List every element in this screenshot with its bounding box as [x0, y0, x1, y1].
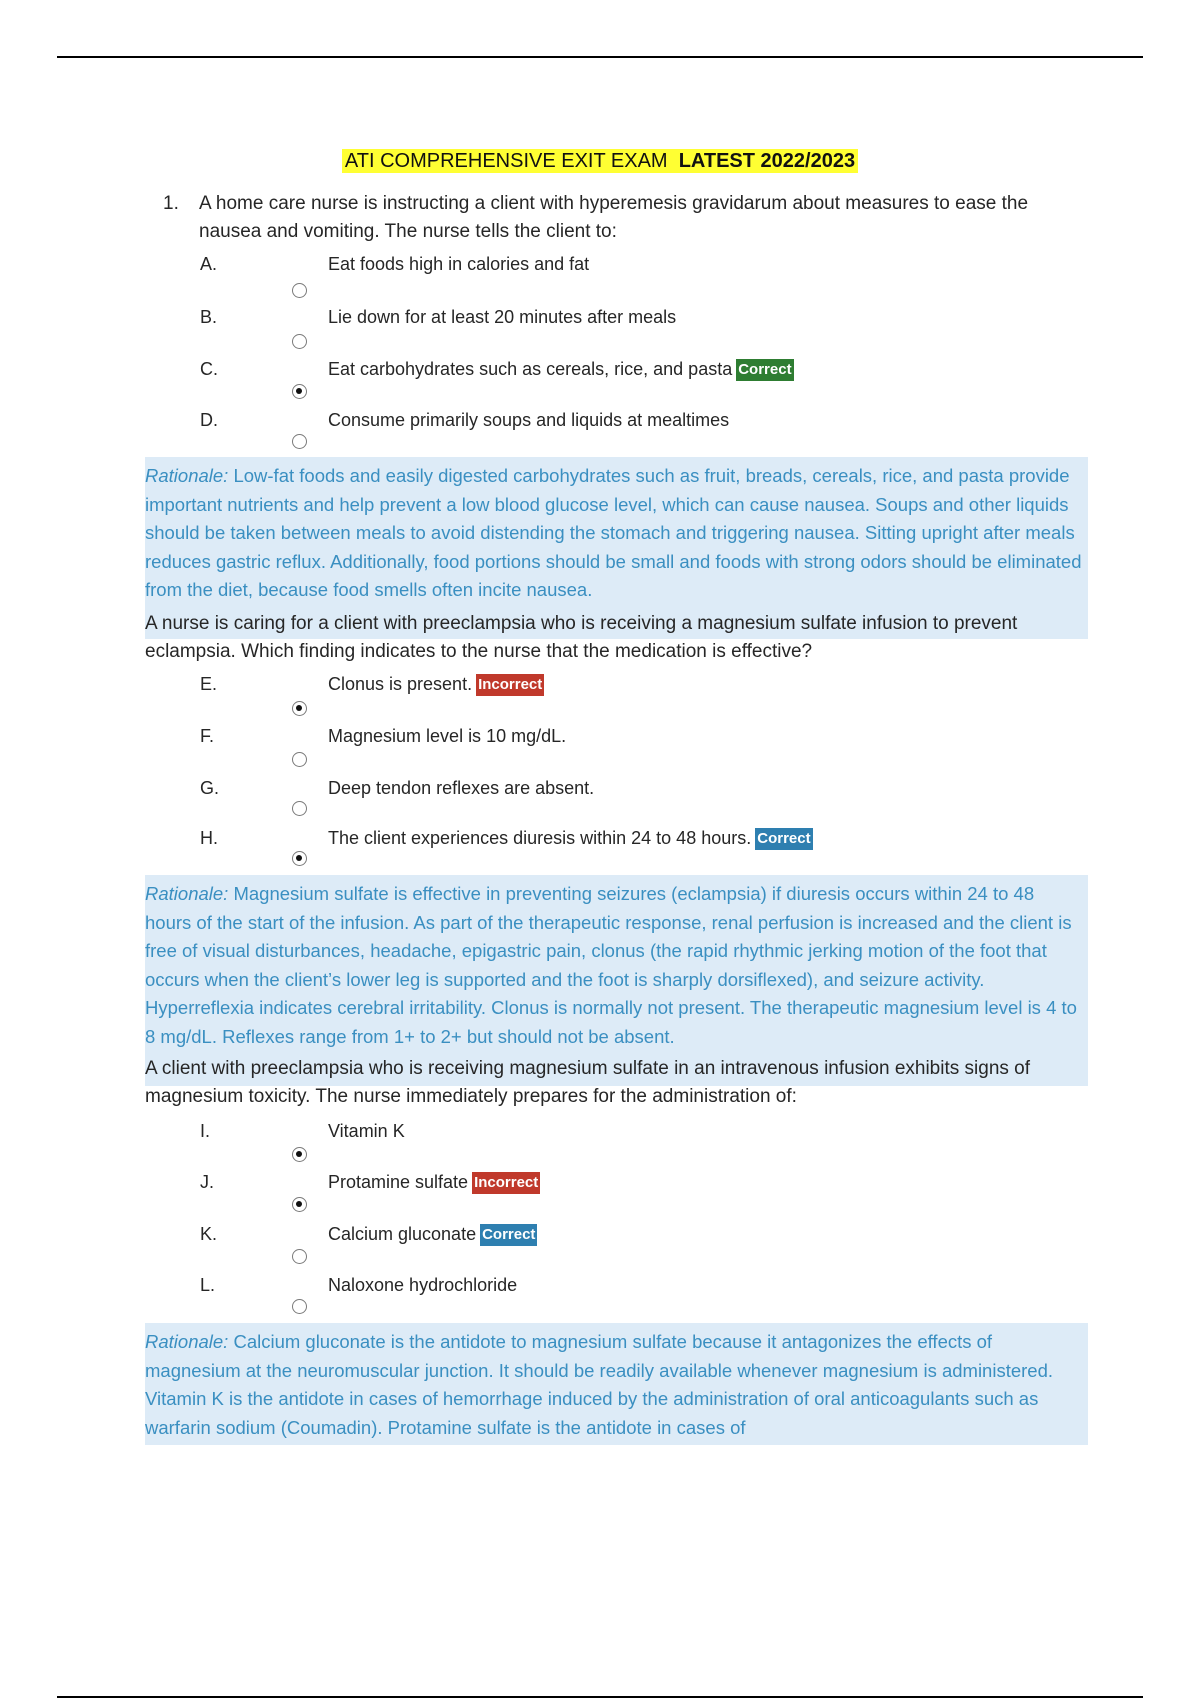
option-j-text: Protamine sulfate Incorrect	[328, 1172, 539, 1192]
option-i-text: Vitamin K	[328, 1121, 405, 1141]
correct-badge: Correct	[736, 359, 793, 381]
option-i-radio[interactable]	[292, 1147, 307, 1162]
option-l-radio[interactable]	[292, 1299, 307, 1314]
bottom-rule	[57, 1696, 1143, 1698]
option-l-text: Naloxone hydrochloride	[328, 1275, 518, 1295]
option-letter: C.	[200, 359, 218, 379]
option-h-text: The client experiences diuresis within 24 to 48 hours. Correct	[328, 828, 811, 848]
option-k-radio[interactable]	[292, 1249, 307, 1264]
option-k-text: Calcium gluconate Correct	[328, 1224, 536, 1244]
question-number: 1.	[163, 193, 179, 214]
option-letter: J.	[200, 1172, 215, 1192]
option-a-radio[interactable]	[292, 283, 307, 298]
option-letter: E.	[200, 674, 218, 694]
option-letter: L.	[200, 1275, 216, 1295]
option-c-text: Eat carbohydrates such as cereals, rice, and pasta Correct	[328, 359, 792, 379]
option-c-radio[interactable]	[292, 384, 307, 399]
option-f-text: Magnesium level is 10 mg/dL.	[328, 726, 567, 746]
question-2-text: A nurse is caring for a client with preeclampsia who is receiving a magnesium sulfate infusion to prevent eclampsia. Which finding indicates to the nurse that the medication is effective?	[145, 613, 1018, 662]
option-letter: H.	[200, 828, 218, 848]
rationale-2: Rationale: Magnesium sulfate is effective in preventing seizures (eclampsia) if diuresis occurs within 24 to 48 hours of the start of the infusion. As part of the therapeutic response, renal perfusion is increased and the client is free of visual disturbances, headache, epigastric pain, clonus (the rapid rhythmic jerking motion of the foot that occurs when the client’s lower leg is supported and the foot is sharply dorsiflexed), and seizure activity. Hyperreflexia indicates cerebral irritability. Clonus is normally not present. The therapeutic magnesium level is 4 to 8 mg/dL. Reflexes range from 1+ to 2+ but should not be absent.	[145, 883, 1077, 1047]
option-letter: B.	[200, 307, 218, 327]
option-letter: A.	[200, 254, 218, 274]
option-letter: D.	[200, 410, 218, 430]
option-e-text: Clonus is present. Incorrect	[328, 674, 543, 694]
option-e-radio[interactable]	[292, 701, 307, 716]
question-1-text: A home care nurse is instructing a client with hyperemesis gravidarum about measures to ease the nausea and vomiting. The nurse tells the client to:	[199, 193, 1029, 242]
option-j-radio[interactable]	[292, 1197, 307, 1212]
option-b-text: Lie down for at least 20 minutes after meals	[328, 307, 677, 327]
option-letter: G.	[200, 778, 220, 798]
option-b-radio[interactable]	[292, 334, 307, 349]
option-d-radio[interactable]	[292, 434, 307, 449]
option-d-text: Consume primarily soups and liquids at mealtimes	[328, 410, 730, 430]
correct-badge: Correct	[480, 1224, 537, 1246]
option-letter: I.	[200, 1121, 211, 1141]
question-3-text: A client with preeclampsia who is receiving magnesium sulfate in an intravenous infusion exhibits signs of magnesium toxicity. The nurse immediately prepares for the administration of:	[145, 1058, 1031, 1107]
option-letter: K.	[200, 1224, 218, 1244]
option-a-text: Eat foods high in calories and fat	[328, 254, 590, 274]
page-title: ATI COMPREHENSIVE EXIT EXAM LATEST 2022/2023	[0, 148, 1200, 174]
rationale-1: Rationale: Low-fat foods and easily digested carbohydrates such as fruit, breads, cereals, rice, and pasta provide important nutrients and help prevent a low blood glucose level, which can cause nausea. Soups and other liquids should be taken between meals to avoid distending the stomach and triggering nausea. Sitting upright after meals reduces gastric reflux. Additionally, food portions should be small and foods with strong odors should be eliminated from the diet, because food smells often incite nausea.	[145, 465, 1082, 600]
option-g-text: Deep tendon reflexes are absent.	[328, 778, 595, 798]
correct-badge: Correct	[755, 828, 812, 850]
incorrect-badge: Incorrect	[476, 674, 544, 696]
rationale-3: Rationale: Calcium gluconate is the antidote to magnesium sulfate because it antagonizes the effects of magnesium at the neuromuscular junction. It should be readily available whenever magnesium is administered. Vitamin K is the antidote in cases of hemorrhage induced by the administration of oral anticoagulants such as warfarin sodium (Coumadin). Protamine sulfate is the antidote in cases of	[145, 1331, 1054, 1438]
option-f-radio[interactable]	[292, 752, 307, 767]
incorrect-badge: Incorrect	[472, 1172, 540, 1194]
option-letter: F.	[200, 726, 215, 746]
top-rule	[57, 56, 1143, 58]
option-h-radio[interactable]	[292, 851, 307, 866]
option-g-radio[interactable]	[292, 801, 307, 816]
